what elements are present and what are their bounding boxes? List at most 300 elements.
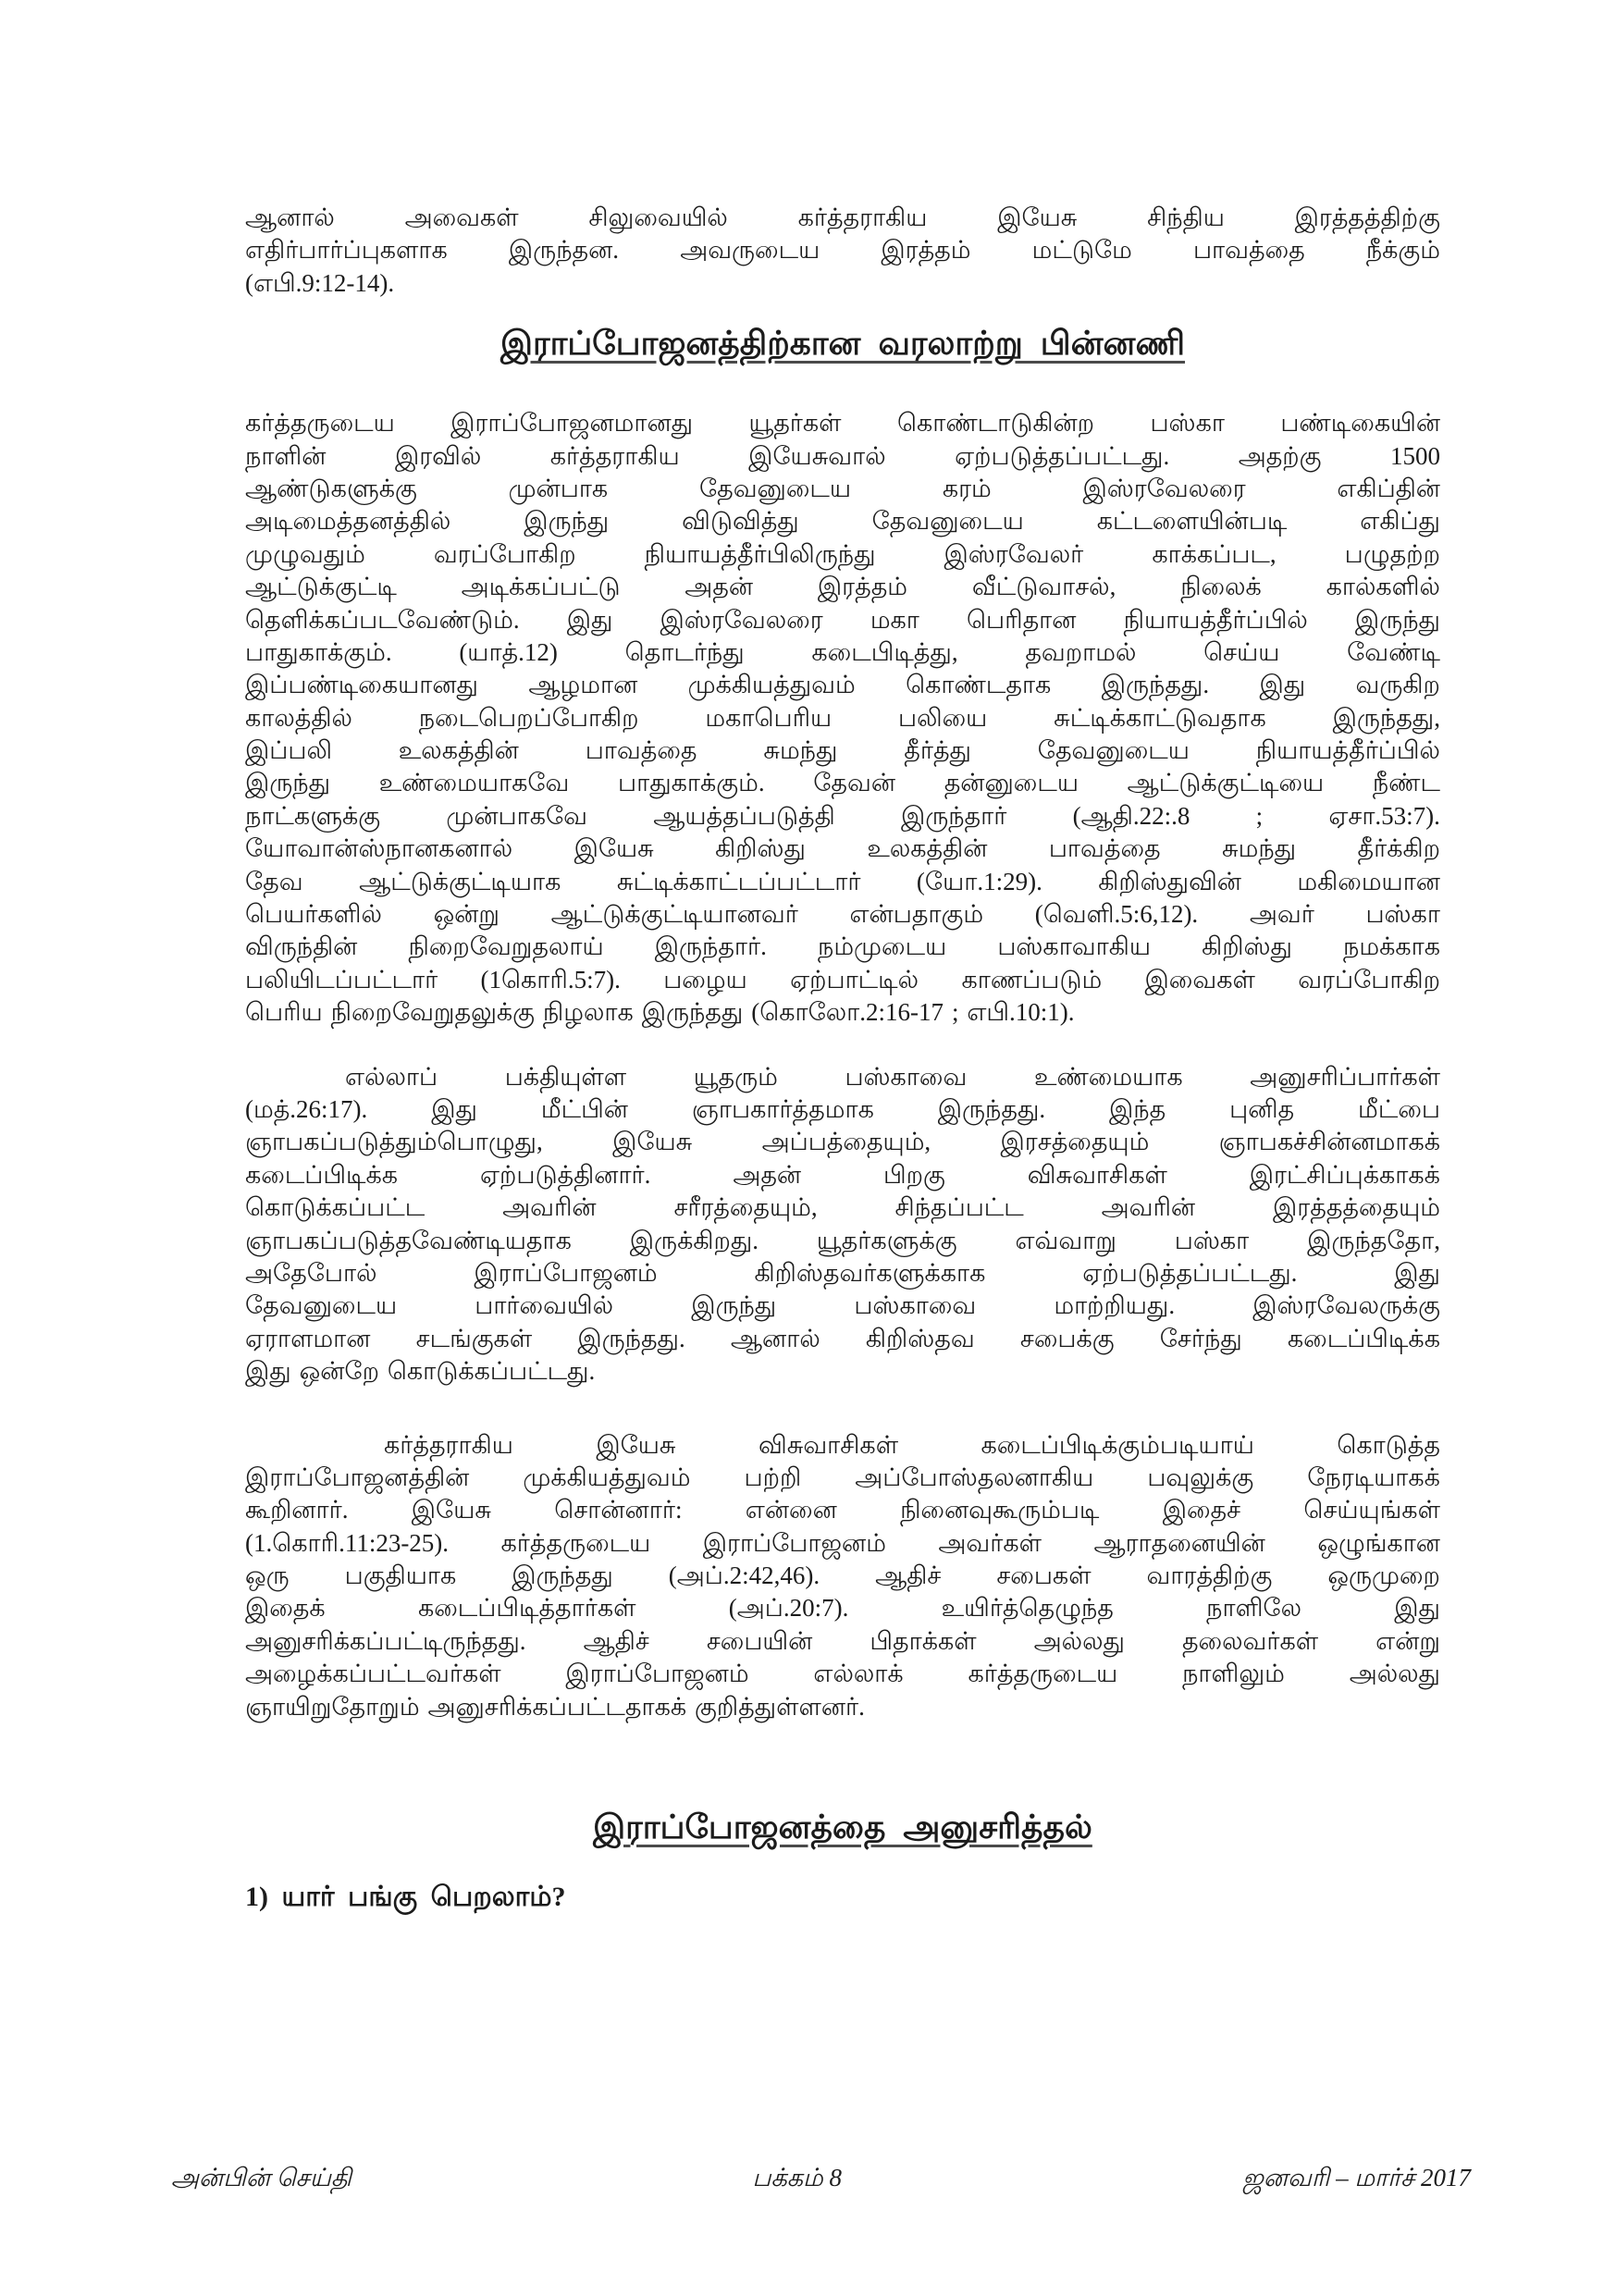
- text-line: [245, 1560, 1440, 1592]
- word: உலகத்தின்: [867, 834, 988, 863]
- word: முக்கியத்துவம்: [523, 1463, 691, 1491]
- word: கர்த்தருடைய: [500, 1528, 651, 1557]
- word: குறித்துள்ளனர்.: [695, 1692, 865, 1721]
- word: சபைக்கு: [1019, 1324, 1115, 1352]
- word: அனுசரிப்பார்கள்: [1250, 1062, 1440, 1091]
- word: தேவன்: [813, 769, 896, 797]
- word: சடங்குகள்: [415, 1324, 533, 1352]
- word: இரசத்தையும்: [1000, 1128, 1150, 1156]
- word: இரத்தத்திற்கு: [1294, 204, 1440, 231]
- word: கூறினார்.: [245, 1496, 349, 1524]
- word: தலைவர்கள்: [1181, 1626, 1319, 1655]
- word: சபையின்: [706, 1626, 813, 1655]
- word: ஏற்பாட்டில்: [790, 965, 919, 994]
- word: கடைப்பிடிக்க: [245, 1160, 399, 1189]
- word: (கொலோ.2:16-17: [751, 998, 944, 1027]
- word: கர்த்தருடைய: [245, 409, 395, 438]
- word: பாவத்தை: [1192, 236, 1305, 265]
- word: அப்பத்தையும்,: [761, 1128, 931, 1156]
- word: கடைப்பிடிக்க: [1287, 1324, 1440, 1352]
- word: ஏற்படுத்தப்பட்டது.: [955, 441, 1170, 470]
- word: பற்றி: [744, 1463, 802, 1491]
- word: பலியை: [898, 703, 988, 732]
- word: யூதரும்: [693, 1062, 778, 1091]
- text-line: [245, 1527, 1440, 1560]
- word: அவர்: [1249, 900, 1314, 929]
- word: ஆராதனையின்: [1093, 1528, 1265, 1557]
- word: பக்தியுள்ள: [504, 1062, 627, 1091]
- word: இஸ்ரவேலர்: [944, 539, 1084, 568]
- text-line: [245, 800, 1440, 833]
- word: வாரத்திற்கு: [1146, 1562, 1273, 1590]
- word: உலகத்தின்: [398, 736, 519, 765]
- word: கொண்டதாக: [906, 671, 1052, 699]
- word: (யாத்.12): [459, 637, 558, 666]
- text-line: [245, 1126, 1440, 1158]
- word: புனித: [1229, 1094, 1295, 1123]
- word: ஞாபகப்படுத்தும்பொழுது,: [245, 1128, 543, 1156]
- word: கரம்: [942, 474, 992, 502]
- word: பாவத்தை: [585, 736, 697, 765]
- word: இருந்தன.: [508, 236, 620, 265]
- word: பெரிதான: [967, 605, 1077, 634]
- word: அப்போஸ்தலனாகிய: [855, 1463, 1094, 1491]
- word: இது: [1394, 1594, 1440, 1623]
- word: ஆயத்தப்படுத்தி: [653, 801, 835, 830]
- word: பஸ்கா: [1174, 1226, 1250, 1254]
- word: நாளிலும்: [1182, 1660, 1285, 1688]
- text-line: [245, 833, 1440, 865]
- word: பிதாக்கள்: [870, 1626, 977, 1655]
- word: அவர்கள்: [938, 1528, 1042, 1557]
- word: நீக்கும்: [1365, 236, 1440, 265]
- word: சரீரத்தையும்,: [673, 1193, 818, 1222]
- word: இருந்து: [524, 507, 610, 536]
- word: அவருடைய: [680, 236, 820, 265]
- word: இஸ்ரவேலரை: [1082, 474, 1246, 502]
- word: கிறிஸ்து: [1202, 932, 1292, 961]
- word: அவரின்: [502, 1193, 597, 1222]
- text-line: [245, 734, 1440, 767]
- text-line: [245, 1592, 1440, 1624]
- text-line: [245, 234, 1440, 266]
- text-line: [245, 1355, 1440, 1388]
- word: பஸ்காவை: [854, 1291, 977, 1320]
- text-line: [245, 1691, 1440, 1723]
- word: என்று: [1375, 1626, 1440, 1655]
- word: அழைக்கப்பட்டவர்கள்: [245, 1660, 501, 1688]
- word: கிறிஸ்தவர்களுக்காக: [754, 1258, 986, 1287]
- word: எகிப்து: [1360, 507, 1440, 536]
- text-line: [245, 1462, 1440, 1494]
- word: என்னை: [745, 1496, 837, 1524]
- word: இயேசு: [411, 1496, 491, 1524]
- heading-observance-text: இராப்போஜனத்தை அனுசரித்தல்: [593, 1808, 1092, 1846]
- word: நாளின்: [245, 441, 327, 470]
- word: விசுவாசிகள்: [759, 1430, 899, 1459]
- history-paragraph-1: [245, 407, 1440, 1029]
- word: 1500: [1389, 441, 1440, 470]
- word: இராப்போஜனம்: [474, 1258, 658, 1287]
- word: ஏராளமான: [245, 1324, 371, 1352]
- text-line: [245, 505, 1440, 537]
- word: பாதுகாக்கும்.: [245, 637, 392, 666]
- word: இருந்தது: [512, 1562, 613, 1590]
- text-line: [245, 964, 1440, 996]
- word: இயேசு: [574, 834, 654, 863]
- word: ஆதிச்: [583, 1626, 649, 1655]
- word: (அப்.2:42,46).: [668, 1562, 820, 1590]
- text-line: [245, 407, 1440, 439]
- word: தேவனுடைய: [871, 507, 1024, 536]
- word: கொண்டாடுகின்ற: [896, 409, 1095, 438]
- word: கர்த்தராகிய: [797, 204, 928, 231]
- word: இதைக்: [245, 1594, 326, 1623]
- word: இருந்தது.: [1101, 671, 1210, 699]
- word: பஸ்காவை: [845, 1062, 968, 1091]
- text-line: [245, 1429, 1440, 1462]
- word: சுட்டிக்காட்டப்பட்டார்: [616, 867, 861, 895]
- word: பலியிடப்பட்டார்: [245, 965, 438, 994]
- word: (ஆதி.22:.8: [1072, 801, 1190, 830]
- word: இயேசு: [997, 204, 1078, 231]
- footer-newsletter-title: அன்பின் செய்தி: [171, 2164, 352, 2191]
- word: வருகிற: [1355, 671, 1440, 699]
- word: இரத்தம்: [881, 236, 971, 265]
- word: பார்வையில்: [475, 1291, 614, 1320]
- word: நியாயத்தீர்பிலிருந்து: [644, 539, 876, 568]
- word: நியாயத்தீர்ப்பில்: [1123, 605, 1308, 634]
- word: செய்ய: [1203, 637, 1280, 666]
- text-line: [245, 571, 1440, 603]
- text-line: [245, 636, 1440, 669]
- text-line: [245, 1191, 1440, 1224]
- word: இராப்போஜனம்: [702, 1528, 886, 1557]
- word: காணப்படும்: [961, 965, 1103, 994]
- word: எல்லாக்: [813, 1660, 904, 1688]
- text-line: [245, 1257, 1440, 1290]
- text-line: [245, 1061, 1440, 1093]
- text-line: [245, 1323, 1440, 1355]
- text-line: [245, 1290, 1440, 1322]
- word: சுமந்து: [763, 736, 838, 765]
- history-paragraph-3: [245, 1429, 1440, 1724]
- word: இவைகள்: [1144, 965, 1255, 994]
- word: தன்னுடைய: [944, 769, 1079, 797]
- question-item-1: 1) யார் பங்கு பெறலாம்?: [245, 1882, 566, 1913]
- word: ஒன்றே: [299, 1357, 379, 1386]
- text-line: [245, 440, 1440, 473]
- word: நமக்காக: [1343, 932, 1440, 961]
- word: காலத்தில்: [245, 703, 352, 732]
- word: ஒருமுறை: [1327, 1562, 1440, 1590]
- text-line: [245, 669, 1440, 701]
- word: ஆட்டுக்குட்டி: [245, 573, 397, 601]
- word: இருந்து: [1354, 605, 1440, 634]
- word: கிறிஸ்துவின்: [1098, 867, 1241, 895]
- word: அனுசரிக்கப்பட்டதாகக்: [427, 1692, 687, 1721]
- word: விசுவாசிகள்: [1027, 1160, 1167, 1189]
- word: (எபி.9:12-14).: [245, 268, 395, 297]
- word: பழைய: [663, 965, 747, 994]
- word: இயேசுவால்: [748, 441, 886, 470]
- word: அடிமைத்தனத்தில்: [245, 507, 451, 536]
- word: யூதர்களுக்கு: [816, 1226, 957, 1254]
- word: தீர்க்கிற: [1357, 834, 1440, 863]
- heading-history: [245, 322, 1440, 364]
- word: யோவான்ஸ்நானகனால்: [245, 834, 513, 863]
- word: ஆட்டுக்குட்டியானவர்: [550, 900, 798, 929]
- text-line: [245, 996, 1440, 1029]
- word: மகாபெரிய: [705, 703, 833, 732]
- word: நிலைக்: [1180, 573, 1262, 601]
- word: ஞாபகச்சின்னமாகக்: [1218, 1128, 1440, 1156]
- word: ஆட்டுக்குட்டியாக: [359, 867, 561, 895]
- word: இது: [566, 605, 613, 634]
- word: பாவத்தை: [1048, 834, 1161, 863]
- word: தேவனுடைய: [698, 474, 852, 502]
- word: சொன்னார்:: [554, 1496, 683, 1524]
- word: இருந்து: [245, 769, 331, 797]
- word: பழுதற்ற: [1344, 539, 1440, 568]
- word: கொடுக்கப்பட்ட: [245, 1193, 426, 1222]
- word: இப்பண்டிகையானது: [245, 671, 478, 699]
- word: முன்பாகவே: [446, 801, 588, 830]
- word: முன்பாக: [508, 474, 609, 502]
- word: நேரடியாகக்: [1307, 1463, 1440, 1491]
- word: இருந்தது.: [937, 1094, 1046, 1123]
- word: சுமந்து: [1222, 834, 1297, 863]
- word: பஸ்காவாகிய: [997, 932, 1152, 961]
- word: கொடுக்கப்பட்டது.: [387, 1357, 596, 1386]
- word: வேண்டி: [1347, 637, 1440, 666]
- word: ;: [1255, 801, 1264, 830]
- text-line: [245, 767, 1440, 799]
- word: வீட்டுவாசல்,: [971, 573, 1116, 601]
- word: இராப்போஜனம்: [565, 1660, 749, 1688]
- word: பிறகு: [883, 1160, 945, 1189]
- word: இருந்தார்.: [654, 932, 767, 961]
- word: சிலுவையில்: [588, 204, 728, 231]
- word: இஸ்ரவேலரை: [660, 605, 823, 634]
- word: நாட்களுக்கு: [245, 801, 381, 830]
- word: கடைப்பிடித்தார்கள்: [417, 1594, 636, 1623]
- word: இருந்தது.: [577, 1324, 685, 1352]
- word: பாதுகாக்கும்.: [618, 769, 765, 797]
- word: தவறாமல்: [1025, 637, 1137, 666]
- word: இது: [1259, 671, 1306, 699]
- word: நிறைவேறுதலாய்: [408, 932, 604, 961]
- word: இரத்தம்: [817, 573, 908, 601]
- text-line: [245, 866, 1440, 898]
- word: அதற்கு: [1238, 441, 1322, 470]
- word: கிறிஸ்து: [715, 834, 806, 863]
- word: நடைபெறப்போகிற: [418, 703, 639, 732]
- word: அனுசரிக்கப்பட்டிருந்தது.: [245, 1626, 526, 1655]
- word: இராப்போஜனமானது: [450, 409, 694, 438]
- text-line: [245, 1658, 1440, 1690]
- word: இராப்போஜனத்தின்: [245, 1463, 470, 1491]
- word: இது: [431, 1094, 477, 1123]
- word: இது: [245, 1357, 291, 1386]
- word: மாற்றியது.: [1054, 1291, 1176, 1320]
- word: மகிமையான: [1297, 867, 1440, 895]
- word: நிறைவேறுதலுக்கு: [330, 998, 535, 1027]
- word: ;: [951, 998, 959, 1027]
- word: கொடுத்த: [1337, 1430, 1440, 1459]
- word: அல்லது: [1033, 1626, 1125, 1655]
- intro-paragraph: [245, 202, 1440, 300]
- word: தீர்த்து: [904, 736, 971, 765]
- word: இரட்சிப்புக்காகக்: [1249, 1160, 1440, 1189]
- word: முழுவதும்: [245, 539, 365, 568]
- word: இரவில்: [394, 441, 482, 470]
- history-paragraph-2: [245, 1061, 1440, 1389]
- word: அதன்: [733, 1160, 802, 1189]
- word: இருந்தது: [641, 998, 744, 1027]
- word: (அப்.20:7).: [728, 1594, 849, 1623]
- word: பஸ்கா: [1365, 900, 1440, 929]
- text-line: [245, 538, 1440, 571]
- word: பண்டிகையின்: [1280, 409, 1440, 438]
- text-line: [245, 604, 1440, 636]
- word: நீண்ட: [1372, 769, 1440, 797]
- word: முக்கியத்துவம்: [687, 671, 856, 699]
- word: இது: [1394, 1258, 1440, 1287]
- word: நியாயத்தீர்ப்பில்: [1255, 736, 1440, 765]
- word: தொடர்ந்து: [624, 637, 745, 666]
- word: நிழலாக: [542, 998, 634, 1027]
- word: கட்டளையின்படி: [1096, 507, 1288, 536]
- word: அதன்: [685, 573, 754, 601]
- word: விடுவித்து: [682, 507, 799, 536]
- word: இயேசு: [612, 1128, 693, 1156]
- text-line: [245, 1093, 1440, 1126]
- word: இஸ்ரவேலருக்கு: [1252, 1291, 1440, 1320]
- footer-issue-date: ஜனவரி – மார்ச் 2017: [1242, 2164, 1471, 2191]
- word: என்பதாகும்: [849, 900, 984, 929]
- word: பகுதியாக: [344, 1562, 457, 1590]
- word: ஒன்று: [433, 900, 500, 929]
- word: தேவ: [245, 867, 303, 895]
- text-line: [245, 202, 1440, 234]
- word: இருந்து: [691, 1291, 777, 1320]
- word: சிந்தப்பட்ட: [894, 1193, 1024, 1222]
- word: நம்முடைய: [818, 932, 947, 961]
- text-line: [245, 1494, 1440, 1526]
- word: செய்யுங்கள்: [1303, 1496, 1440, 1524]
- word: ஆழமான: [528, 671, 638, 699]
- word: ஒழுங்கான: [1317, 1528, 1440, 1557]
- word: பெரிய: [245, 998, 323, 1027]
- word: இதைச்: [1162, 1496, 1241, 1524]
- text-line: [245, 1625, 1440, 1658]
- word: கடைபிடித்து,: [811, 637, 958, 666]
- word: ஆனால்: [245, 204, 335, 231]
- word: பவுலுக்கு: [1147, 1463, 1254, 1491]
- word: யூதர்கள்: [748, 409, 842, 438]
- word: கர்த்தராகிய: [549, 441, 680, 470]
- word: ஆண்டுகளுக்கு: [245, 474, 417, 502]
- text-line: [245, 267, 1440, 300]
- word: பெயர்களில்: [245, 900, 382, 929]
- heading-history-text: இராப்போஜனத்திற்கான வரலாற்று பின்னணி: [500, 325, 1186, 363]
- word: ஒரு: [245, 1562, 290, 1590]
- word: மீட்பை: [1358, 1094, 1440, 1123]
- word: (வெளி.5:6,12).: [1034, 900, 1199, 929]
- word: அவைகள்: [404, 204, 519, 231]
- word: வரப்போகிற: [433, 539, 576, 568]
- word: இயேசு: [596, 1430, 676, 1459]
- word: சபைகள்: [996, 1562, 1092, 1590]
- word: தேவனுடைய: [1037, 736, 1190, 765]
- word: ஞாபகார்த்தமாக: [691, 1094, 874, 1123]
- word: ஞாயிறுதோறும்: [245, 1692, 420, 1721]
- word: (யோ.1:29).: [916, 867, 1042, 895]
- word: எகிப்தின்: [1337, 474, 1440, 502]
- word: கர்த்தருடைய: [968, 1660, 1118, 1688]
- word: வரப்போகிற: [1298, 965, 1440, 994]
- word: தேவனுடைய: [245, 1291, 398, 1320]
- word: சேர்ந்து: [1159, 1324, 1242, 1352]
- text-line: [245, 898, 1440, 931]
- word: எல்லாப்: [345, 1062, 438, 1091]
- word: ஆதிச்: [875, 1562, 942, 1590]
- word: இப்பலி: [245, 736, 332, 765]
- word: அவரின்: [1101, 1193, 1196, 1222]
- word: ஏற்படுத்தப்பட்டது.: [1082, 1258, 1298, 1287]
- word: இருக்கிறது.: [629, 1226, 759, 1254]
- word: ஏசா.53:7).: [1328, 801, 1440, 830]
- word: அல்லது: [1349, 1660, 1440, 1688]
- text-line: [245, 931, 1440, 963]
- word: மட்டுமே: [1031, 236, 1132, 265]
- word: அதேபோல்: [245, 1258, 377, 1287]
- word: சிந்திய: [1147, 204, 1225, 231]
- text-line: [245, 1159, 1440, 1191]
- word: (1.கொரி.11:23-25).: [245, 1528, 450, 1557]
- word: உண்மையாகவே: [378, 769, 570, 797]
- word: தெளிக்கப்படவேண்டும்.: [245, 605, 520, 634]
- word: கர்த்தராகிய: [384, 1430, 513, 1459]
- word: கால்களில்: [1326, 573, 1440, 601]
- word: சுட்டிக்காட்டுவதாக: [1054, 703, 1266, 732]
- word: விருந்தின்: [245, 932, 358, 961]
- word: நினைவுகூரும்படி: [900, 1496, 1100, 1524]
- word: ஏற்படுத்தினார்.: [479, 1160, 651, 1189]
- word: இருந்தது,: [1332, 703, 1440, 732]
- footer-page-number: பக்கம் 8: [752, 2164, 842, 2191]
- word: ஆனால்: [730, 1324, 820, 1352]
- word: (1கொரி.5:7).: [480, 965, 621, 994]
- word: மகா: [870, 605, 919, 634]
- word: ஆட்டுக்குட்டியை: [1127, 769, 1325, 797]
- word: உயிர்த்தெழுந்த: [941, 1594, 1114, 1623]
- word: அடிக்கப்பட்டு: [461, 573, 621, 601]
- word: நாளிலே: [1206, 1594, 1301, 1623]
- word: இருந்ததோ,: [1307, 1226, 1440, 1254]
- word: இரத்தத்தையும்: [1273, 1193, 1440, 1222]
- word: எவ்வாறு: [1015, 1226, 1116, 1254]
- word: (மத்.26:17).: [245, 1094, 368, 1123]
- text-line: [245, 702, 1440, 734]
- word: எதிர்பார்ப்புகளாக: [245, 236, 448, 265]
- word: காக்கப்பட,: [1152, 539, 1277, 568]
- heading-observance: [245, 1805, 1440, 1849]
- word: எபி.10:1).: [967, 998, 1075, 1027]
- word: கிறிஸ்தவ: [865, 1324, 975, 1352]
- word: உண்மையாக: [1033, 1062, 1183, 1091]
